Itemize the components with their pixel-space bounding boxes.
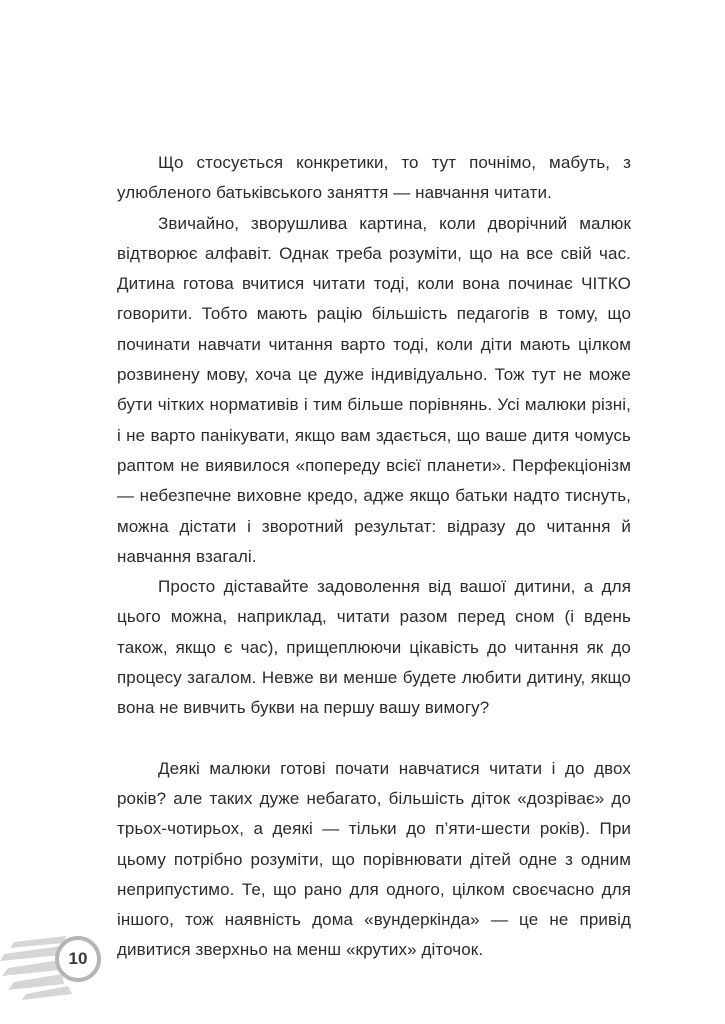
paragraph-2: Звичайно, зворушлива картина, коли дворічний малюк відтворює алфавіт. Однак треба розуміти, що на все свій час. Дитина готова вчитися читати тоді, коли вона починає ЧІТКО говорити. Тобто мають рацію більшість педагогів в тому, що починати навчати читання варто тоді, коли діти мають цілком розвинену мову, хоча це дуже індивідуально. Тож тут не може бути чітких нормативів і тим більше порівнянь. Усі малюки різні, і не варто панікувати, якщо вам здається, що ваше дитя чомусь раптом не виявилося «попереду всієї планети». Перфекціонізм — небезпечне виховне кредо, адже якщо батьки надто тиснуть, можна дістати і зворотний результат: відразу до читання й навчання взагалі. [117, 213, 631, 566]
paragraph-1: Що стосується конкретики, то тут почнімо, мабуть, з улюбленого батьківського заняття — навчання читати. [117, 153, 631, 203]
page-body [117, 148, 631, 966]
page-number-area [0, 928, 120, 1008]
paragraph-3: Просто діставайте задоволення від вашої дитини, а для цього можна, наприклад, читати разом перед сном (і вдень також, якщо є час), прищеплюючи цікавість до читання як до процесу загалом. Невже ви менше будете любити дитину, якщо вона не вивчить букви на першу вашу вимогу? [117, 577, 631, 718]
page-number: 10 [68, 949, 88, 968]
page-number-badge [55, 936, 101, 982]
paragraph-4: Деякі малюки готові почати навчатися читати і до двох років? але таких дуже небагато, більшість діток «дозріває» до трьох-чотирьох, а деякі — тільки до п’яти-шести років). При цьому потрібно розуміти, що порівнювати дітей одне з одним неприпустимо. Те, що рано для одного, цілком своєчасно для іншого, тож наявність дома «вундеркінда» — це не привід дивитися зверхньо на менш «крутих» діточок. [117, 758, 631, 960]
